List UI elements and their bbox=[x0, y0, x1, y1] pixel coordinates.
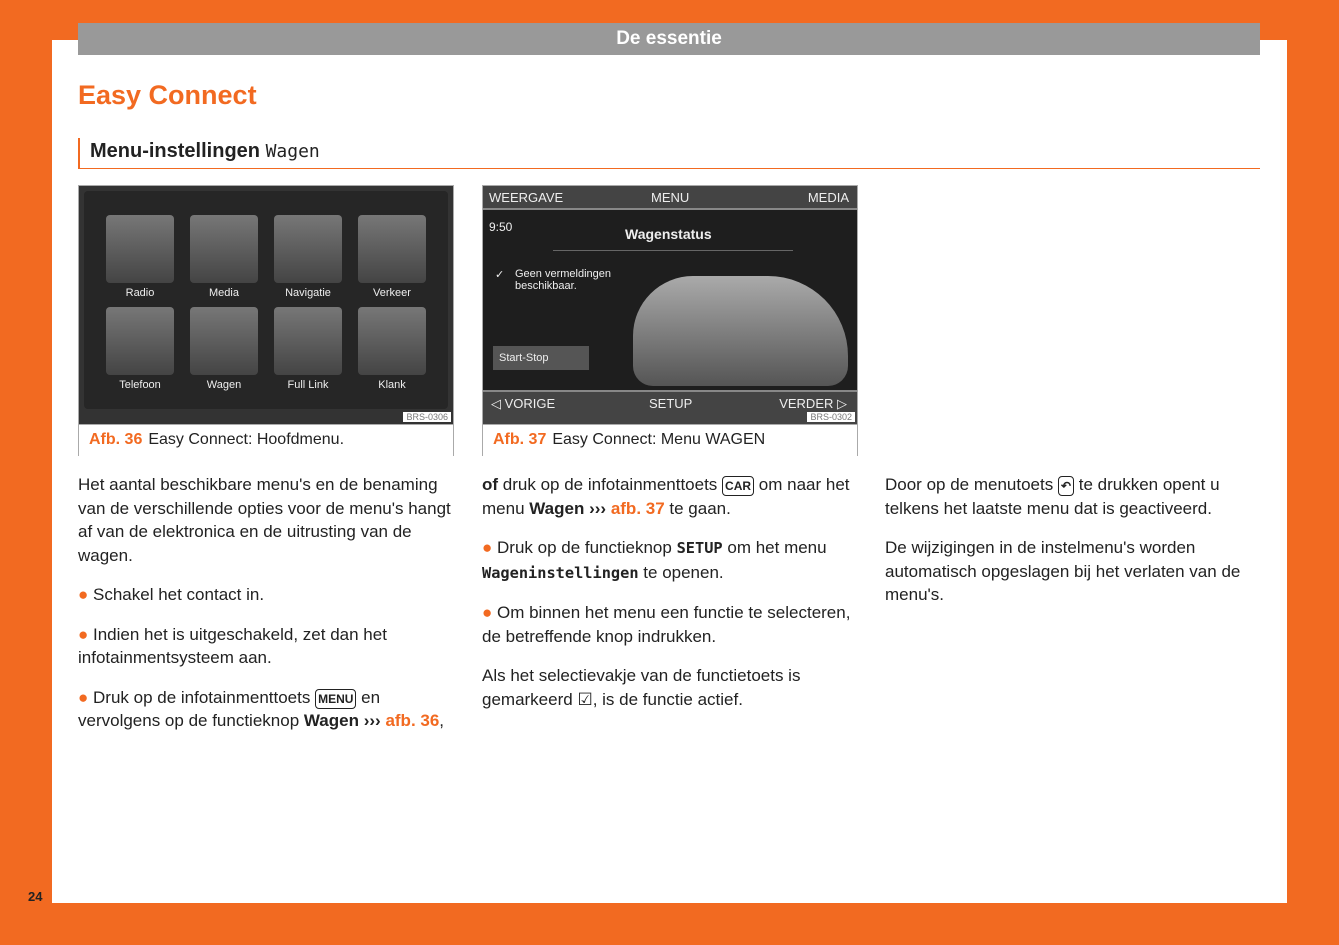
screen-heading: Wagenstatus bbox=[625, 226, 712, 242]
status-text: Geen vermeldingen beschikbaar. bbox=[515, 268, 612, 292]
section-header: De essentie bbox=[78, 23, 1260, 55]
tile-label: Radio bbox=[125, 287, 155, 299]
paragraph: Het aantal beschikbare menu's en de benaming van de verschillende opties voor de menu's hangt af van de elektronica en de uitrusting van de wagen. bbox=[78, 475, 451, 565]
tile-telefoon bbox=[106, 307, 174, 375]
text: te openen. bbox=[643, 562, 724, 582]
figure-caption bbox=[79, 424, 453, 456]
paragraph bbox=[482, 473, 858, 520]
tile-wagen bbox=[190, 307, 258, 375]
tile-label: Full Link bbox=[287, 379, 329, 391]
bullet-text: Indien het is uitgeschakeld, zet dan het infotainmentsysteem aan. bbox=[78, 624, 387, 667]
figure-36 bbox=[78, 185, 454, 456]
bullet: ● Druk op de infotainmenttoets MENU en vervolgens op de functieknop Wagen ››› afb. 36, bbox=[78, 687, 445, 730]
figure-link[interactable]: afb. 37 bbox=[610, 498, 665, 518]
figure-code: BRS-0306 bbox=[403, 412, 451, 422]
paragraph: De wijzigingen in de instelmenu's worden automatisch opgeslagen bij het verlaten van de menu's. bbox=[885, 538, 1241, 604]
page bbox=[52, 40, 1287, 903]
wagen-screen: WEERGAVE MENU MEDIA 9:50 Wagenstatus ✓ Geen vermeldingen beschikbaar. Start-Stop ◁ VORIGE SETUP VERDER ▷ BRS-0302 bbox=[483, 186, 857, 424]
clock: 9:50 bbox=[489, 220, 513, 234]
tab-weergave: WEERGAVE bbox=[489, 190, 564, 205]
bullet: ● Schakel het contact in. bbox=[78, 585, 265, 604]
tile-label: Verkeer bbox=[373, 287, 411, 299]
menu-ref: Wagen ››› bbox=[529, 498, 607, 518]
setup-ref: SETUP bbox=[676, 539, 723, 557]
vorige-button: ◁ VORIGE bbox=[491, 396, 556, 411]
column-2 bbox=[482, 473, 858, 727]
bullet-text: en vervolgens op de functieknop bbox=[78, 687, 381, 730]
text: te drukken opent u telkens het laatste menu dat is geactiveerd. bbox=[885, 475, 1220, 518]
column-3 bbox=[885, 473, 1261, 623]
text: druk op de infotainmenttoets bbox=[502, 475, 718, 494]
text: te gaan. bbox=[669, 498, 731, 518]
checkbox-checked-icon: ☑ bbox=[577, 689, 593, 709]
tile-media bbox=[190, 215, 258, 283]
paragraph bbox=[885, 473, 1261, 520]
text: Als het selectievakje van de functietoets is gemarkeerd bbox=[482, 666, 801, 709]
verder-button: VERDER ▷ bbox=[779, 396, 847, 411]
text: Druk op de functieknop bbox=[497, 538, 672, 557]
text: om het menu bbox=[727, 538, 827, 557]
text: of bbox=[482, 475, 499, 494]
tile-label: Telefoon bbox=[119, 379, 161, 391]
paragraph bbox=[482, 664, 858, 711]
text: , is de functie actief. bbox=[592, 689, 743, 709]
bullet: ● Om binnen het menu een functie te selecteren, de betreffende knop indrukken. bbox=[482, 603, 851, 646]
tile-klank bbox=[358, 307, 426, 375]
subtitle-mono: Wagen bbox=[265, 141, 320, 162]
subtitle bbox=[78, 138, 1260, 169]
menu-key-icon: MENU bbox=[315, 689, 356, 709]
figure-link[interactable]: afb. 36 bbox=[385, 711, 440, 730]
tile-verkeer bbox=[358, 215, 426, 283]
text: Om binnen het menu een functie te selecteren, de betreffende knop indrukken. bbox=[482, 603, 851, 646]
car-image bbox=[633, 276, 848, 386]
page-title: Easy Connect bbox=[78, 80, 257, 110]
back-key-icon: ↶ bbox=[1058, 476, 1074, 496]
subtitle-text: Menu-instellingen bbox=[90, 140, 260, 162]
figure-label: Afb. 36 bbox=[89, 431, 143, 448]
figure-label: Afb. 37 bbox=[493, 431, 547, 448]
menu-ref: Wagen ››› bbox=[303, 711, 381, 730]
tile-radio bbox=[106, 215, 174, 283]
tile-label: Media bbox=[209, 287, 239, 299]
bullet-text: Schakel het contact in. bbox=[93, 585, 265, 604]
menu-ref: Wageninstellingen bbox=[482, 563, 639, 582]
bullet-text: Druk op de infotainmenttoets bbox=[93, 687, 311, 707]
tab-menu: MENU bbox=[651, 190, 690, 205]
tile-navigatie bbox=[274, 215, 342, 283]
bullet: ● Indien het is uitgeschakeld, zet dan het infotainmentsysteem aan. bbox=[78, 624, 387, 667]
figure-code: BRS-0302 bbox=[807, 412, 855, 422]
tile-full-link bbox=[274, 307, 342, 375]
figure-caption bbox=[483, 424, 857, 456]
tab-media: MEDIA bbox=[807, 190, 849, 205]
column-1 bbox=[78, 473, 454, 749]
caption-text: Easy Connect: Menu WAGEN bbox=[552, 431, 766, 448]
setup-button: SETUP bbox=[649, 396, 693, 411]
text: Door op de menutoets bbox=[885, 475, 1054, 494]
caption-text: Easy Connect: Hoofdmenu. bbox=[148, 431, 345, 448]
bullet: ● Druk op de functieknop SETUP om het menu Wageninstellingen te openen. bbox=[482, 538, 827, 582]
tile-label: Klank bbox=[378, 379, 406, 391]
text: om naar het menu bbox=[482, 475, 850, 518]
start-stop-button: Start-Stop bbox=[493, 346, 589, 370]
figure-37 bbox=[482, 185, 858, 456]
tile-label: Navigatie bbox=[285, 287, 331, 299]
main-menu-screen bbox=[79, 186, 453, 424]
tile-label: Wagen bbox=[206, 379, 242, 391]
page-number: 24 bbox=[28, 889, 43, 904]
car-key-icon: CAR bbox=[722, 476, 754, 496]
